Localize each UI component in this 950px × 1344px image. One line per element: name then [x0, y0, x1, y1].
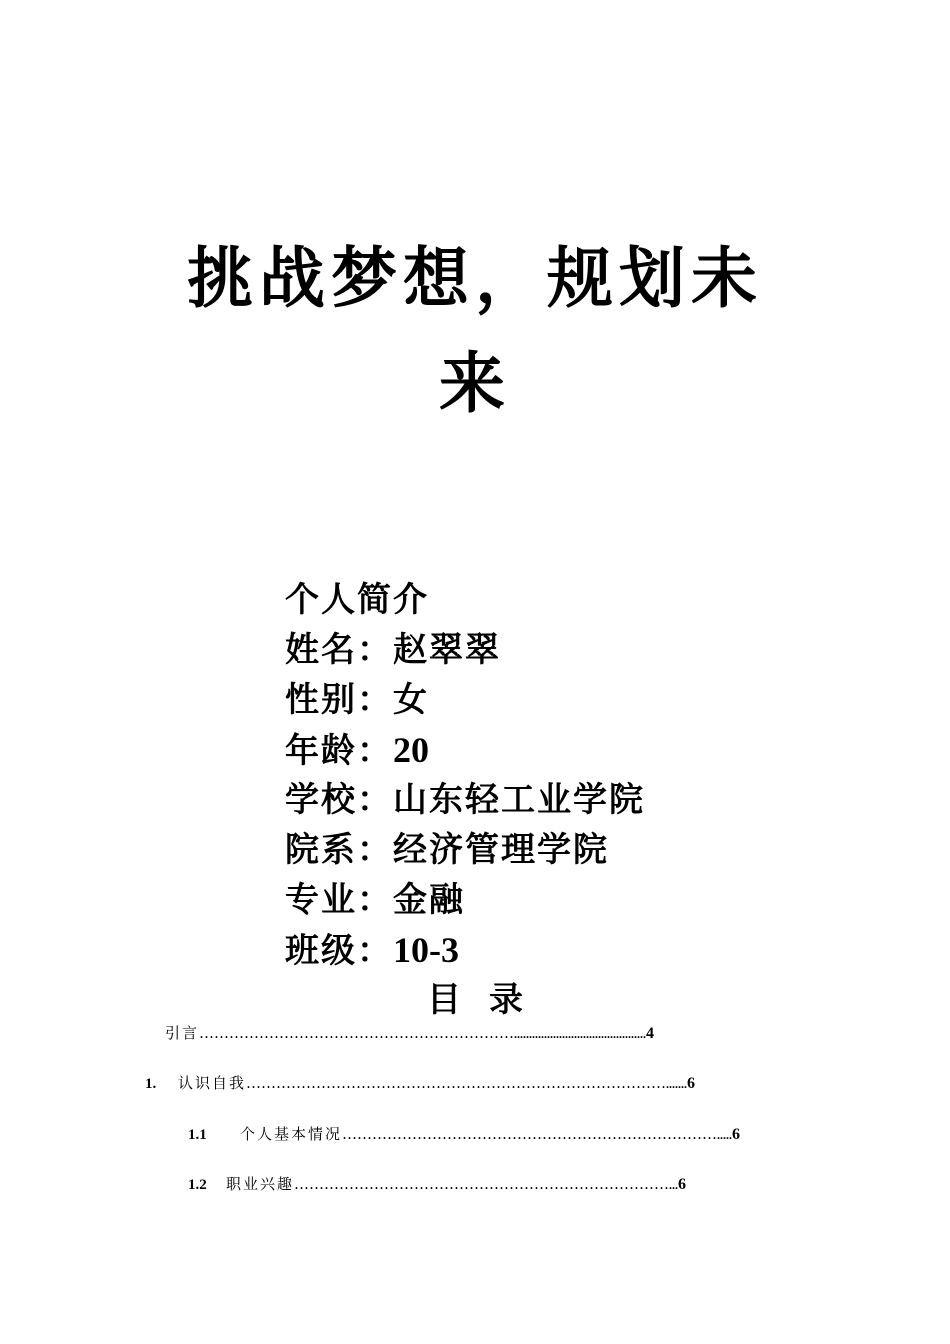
profile-row-major — [285, 875, 805, 925]
document-title-line-1: 挑战梦想，规划未 — [187, 239, 763, 317]
toc-entry-number: 1. — [145, 1076, 157, 1092]
toc-leader: ..... — [717, 1128, 733, 1142]
profile-row-name — [285, 625, 805, 675]
toc-page-number: 4 — [646, 1025, 655, 1042]
profile-section — [285, 575, 805, 975]
profile-value: 赵翠翠 — [393, 630, 501, 670]
toc-entry-label: 个人基本情况 — [240, 1125, 343, 1143]
toc-page-number: 6 — [678, 1176, 687, 1193]
toc-entry-label: 认识自我 — [178, 1074, 247, 1092]
profile-row-school — [285, 775, 805, 825]
toc-entry-label: 引言 — [165, 1024, 200, 1042]
toc-page-number: 6 — [687, 1075, 696, 1092]
toc-leader: ............................................ — [514, 1027, 647, 1041]
profile-label: 院系： — [285, 830, 393, 870]
profile-label: 性别： — [285, 680, 393, 720]
profile-row-class — [285, 925, 805, 975]
toc-entry-career-interest[interactable] — [188, 1172, 798, 1196]
toc-entry-number: 1.1 — [188, 1127, 207, 1143]
toc-leader: ………………………………………………………………… — [342, 1125, 718, 1143]
profile-value: 女 — [393, 680, 429, 720]
toc-entry-personal-info[interactable] — [188, 1122, 808, 1146]
toc-entry-label: 职业兴趣 — [226, 1175, 295, 1193]
toc-leader: ………………………………………………………………… — [294, 1175, 670, 1193]
profile-value: 金融 — [393, 880, 465, 920]
profile-value: 经济管理学院 — [393, 830, 609, 870]
profile-label: 年龄： — [285, 731, 393, 771]
profile-heading: 个人简介 — [285, 580, 429, 620]
toc-heading-part: 录 — [489, 980, 523, 1020]
profile-label: 专业： — [285, 880, 393, 920]
profile-label: 班级： — [285, 931, 393, 971]
profile-row-department — [285, 825, 805, 875]
toc-entry-number: 1.2 — [188, 1177, 207, 1193]
toc-heading-part: 目 — [427, 980, 461, 1020]
document-title-line-2: 来 — [439, 344, 511, 422]
toc-entry-know-yourself[interactable] — [145, 1071, 805, 1095]
toc-page-number: 6 — [732, 1126, 741, 1143]
profile-value: 10-3 — [393, 930, 459, 970]
toc-heading — [0, 975, 950, 1025]
profile-label: 学校： — [285, 780, 393, 820]
toc-leader: ....... — [666, 1077, 688, 1091]
profile-value: 20 — [393, 730, 429, 770]
profile-label: 姓名： — [285, 630, 393, 670]
toc-leader: ………………………………………………………………………… — [246, 1074, 667, 1092]
toc-entry-introduction[interactable] — [165, 1021, 805, 1045]
profile-value: 山东轻工业学院 — [393, 780, 645, 820]
toc-leader: ……………………………………………………… — [199, 1024, 515, 1042]
profile-row-age — [285, 725, 805, 775]
toc-leader: ... — [669, 1178, 679, 1192]
profile-row-gender — [285, 675, 805, 725]
